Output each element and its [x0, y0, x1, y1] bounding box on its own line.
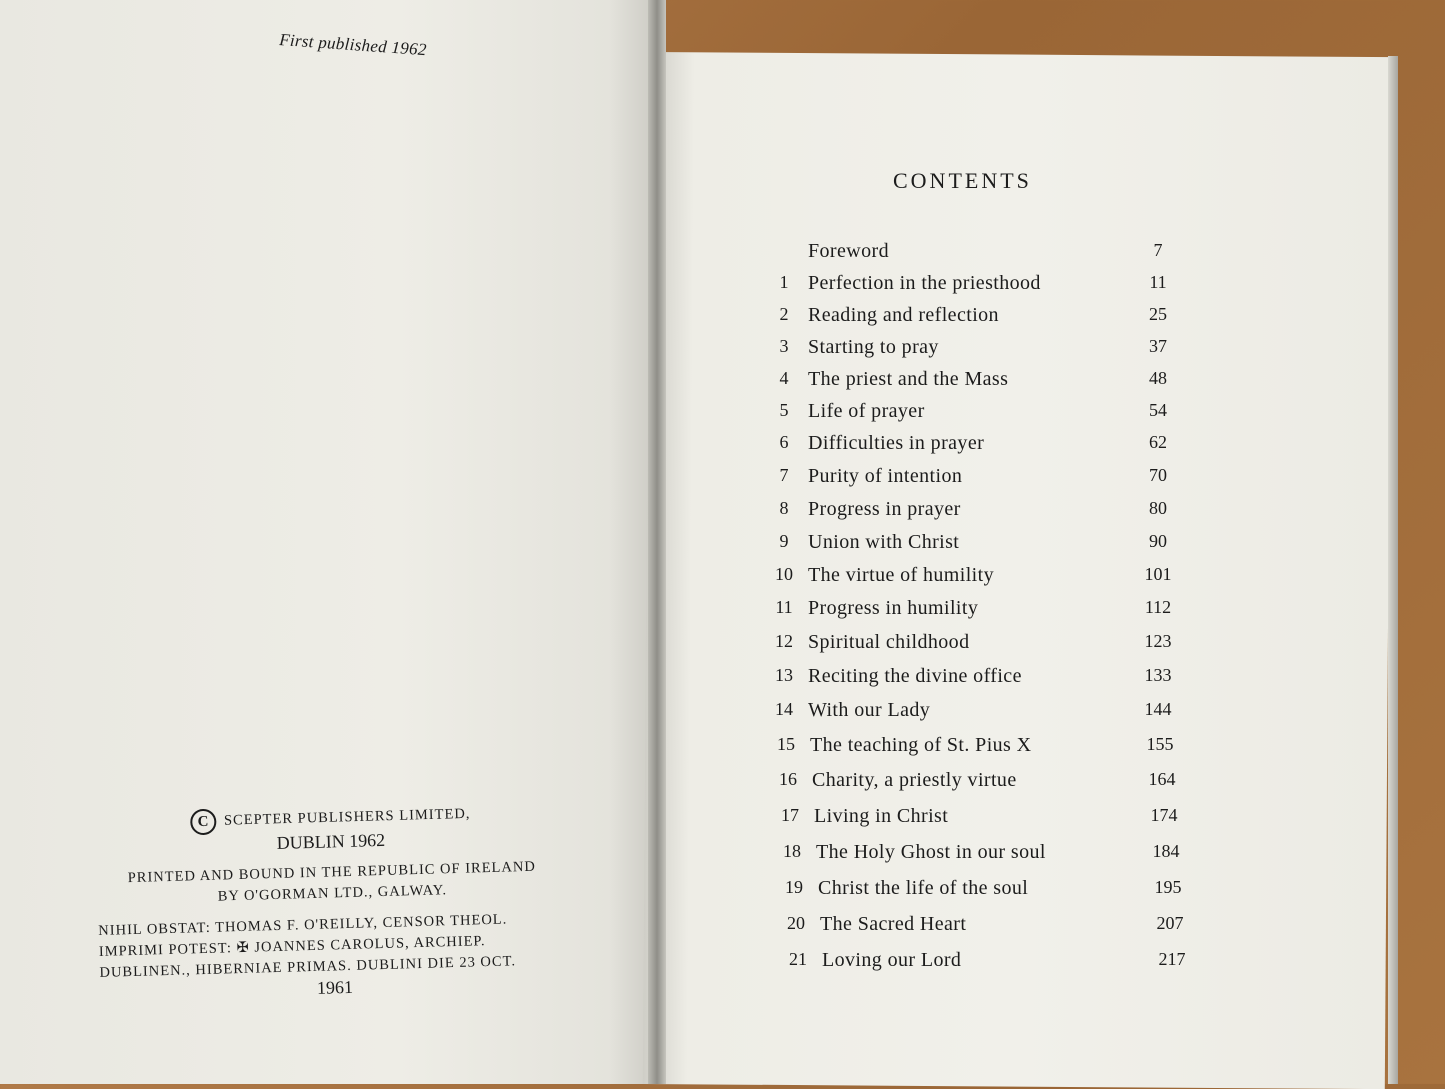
toc-chapter-number: 12	[775, 631, 793, 651]
toc-chapter-number: 17	[781, 805, 799, 825]
publisher-block	[95, 799, 566, 859]
toc-page-number: 112	[1144, 597, 1172, 617]
toc-page-number: 217	[1158, 949, 1186, 969]
toc-chapter-number: 20	[787, 913, 805, 933]
toc-chapter-number: 15	[777, 734, 795, 754]
nihil-obstat-block	[98, 908, 570, 1005]
toc-page-number: 123	[1144, 631, 1172, 651]
toc-chapter-number: 13	[775, 665, 793, 685]
nihil-line-2: IMPRIMI POTEST: ✠ JOANNES CAROLUS, ARCHIEP.	[98, 933, 486, 960]
toc-chapter-number: 21	[789, 949, 807, 969]
toc-chapter-title: Reciting the divine office	[808, 665, 1022, 687]
toc-page-number: 155	[1146, 734, 1174, 754]
toc-chapter-title: Reading and reflection	[808, 304, 999, 326]
toc-entry	[776, 805, 1196, 835]
toc-chapter-title: Progress in humility	[808, 597, 979, 619]
toc-chapter-title: Living in Christ	[814, 805, 949, 827]
toc-page-number: 80	[1149, 498, 1167, 518]
toc-chapter-title: The Sacred Heart	[820, 913, 967, 935]
toc-page-number: 25	[1149, 304, 1167, 324]
toc-entry	[770, 240, 1190, 270]
toc-chapter-number: 3	[779, 336, 789, 356]
toc-chapter-title: The Holy Ghost in our soul	[816, 841, 1046, 863]
toc-page-number: 174	[1150, 805, 1178, 825]
toc-page-number: 195	[1154, 877, 1182, 897]
toc-page-number: 7	[1153, 240, 1163, 260]
toc-chapter-title: Progress in prayer	[808, 498, 961, 520]
toc-page-number: 164	[1148, 769, 1176, 789]
toc-entry	[780, 877, 1200, 907]
toc-entry	[770, 597, 1190, 627]
toc-page-number: 70	[1149, 465, 1167, 485]
toc-chapter-title: Charity, a priestly virtue	[812, 769, 1017, 791]
toc-chapter-number: 16	[779, 769, 797, 789]
publisher-name: SCEPTER PUBLISHERS LIMITED,	[223, 805, 471, 829]
nihil-line-4: 1961	[316, 976, 354, 998]
toc-entry	[772, 734, 1192, 764]
toc-page-number: 207	[1156, 913, 1184, 933]
toc-page-number: 90	[1149, 531, 1167, 551]
toc-chapter-number: 1	[779, 272, 789, 292]
toc-entry	[770, 272, 1190, 302]
nihil-line-3: DUBLINEN., HIBERNIAE PRIMAS. DUBLINI DIE 23 OCT.	[99, 953, 517, 981]
toc-page-number: 11	[1149, 272, 1167, 292]
toc-chapter-number: 10	[775, 564, 793, 584]
toc-entry	[778, 841, 1198, 871]
contents-heading: CONTENTS	[893, 168, 1032, 193]
toc-chapter-title: Christ the life of the soul	[818, 877, 1029, 899]
toc-chapter-title: Spiritual childhood	[808, 631, 970, 653]
toc-chapter-number: 6	[779, 432, 789, 452]
printed-line-1: PRINTED AND BOUND IN THE REPUBLIC OF IRELAND	[127, 858, 537, 887]
nihil-line-1: NIHIL OBSTAT: THOMAS F. O'REILLY, CENSOR THEOL.	[98, 911, 508, 939]
toc-entry	[770, 631, 1190, 661]
toc-entry	[770, 498, 1190, 528]
toc-chapter-title: Purity of intention	[808, 465, 963, 487]
toc-page-number: 37	[1149, 336, 1167, 356]
page-edge	[1388, 56, 1398, 1084]
toc-entry	[770, 465, 1190, 495]
toc-entry	[782, 913, 1202, 943]
toc-entry	[784, 949, 1204, 979]
toc-chapter-number: 7	[779, 465, 789, 485]
toc-entry	[770, 432, 1190, 462]
toc-entry	[770, 304, 1190, 334]
toc-entry	[770, 665, 1190, 695]
toc-chapter-number: 19	[785, 877, 803, 897]
toc-chapter-number: 2	[779, 304, 789, 324]
toc-chapter-title: The teaching of St. Pius X	[810, 734, 1032, 756]
toc-entry	[770, 368, 1190, 398]
book-spine	[648, 0, 666, 1084]
toc-chapter-title: Perfection in the priesthood	[808, 272, 1041, 294]
toc-entry	[770, 531, 1190, 561]
toc-page-number: 48	[1149, 368, 1167, 388]
toc-chapter-number: 14	[775, 699, 793, 719]
toc-entry	[770, 336, 1190, 366]
toc-chapter-number: 11	[775, 597, 793, 617]
printer-block	[97, 856, 568, 911]
left-page	[0, 0, 662, 1084]
toc-page-number: 101	[1144, 564, 1172, 584]
toc-chapter-number: 4	[779, 368, 789, 388]
toc-chapter-title: Loving our Lord	[822, 949, 962, 971]
toc-entry	[770, 699, 1190, 729]
first-published-line: First published 1962	[278, 30, 428, 60]
toc-chapter-title: Foreword	[808, 240, 889, 262]
toc-chapter-number: 9	[779, 531, 789, 551]
printed-line-2: BY O'GORMAN LTD., GALWAY.	[217, 882, 448, 905]
toc-entry	[770, 400, 1190, 430]
toc-page-number: 54	[1149, 400, 1167, 420]
imprint-block	[95, 799, 570, 1015]
publisher-line-2: DUBLIN 1962	[276, 829, 386, 853]
toc-chapter-title: Life of prayer	[808, 400, 925, 422]
toc-chapter-title: The priest and the Mass	[808, 368, 1009, 390]
toc-chapter-number: 5	[779, 400, 789, 420]
toc-chapter-title: Union with Christ	[808, 531, 960, 553]
toc-entry	[774, 769, 1194, 799]
toc-page-number: 184	[1152, 841, 1180, 861]
toc-chapter-title: Difficulties in prayer	[808, 432, 985, 454]
toc-chapter-title: Starting to pray	[808, 336, 939, 358]
toc-chapter-title: The virtue of humility	[808, 564, 994, 586]
toc-chapter-number: 8	[779, 498, 789, 518]
toc-entry	[770, 564, 1190, 594]
toc-chapter-title: With our Lady	[808, 699, 931, 721]
toc-page-number: 133	[1144, 665, 1172, 685]
toc-chapter-number: 18	[783, 841, 801, 861]
toc-page-number: 144	[1144, 699, 1172, 719]
copyright-icon: C	[190, 809, 217, 836]
toc-page-number: 62	[1149, 432, 1167, 452]
